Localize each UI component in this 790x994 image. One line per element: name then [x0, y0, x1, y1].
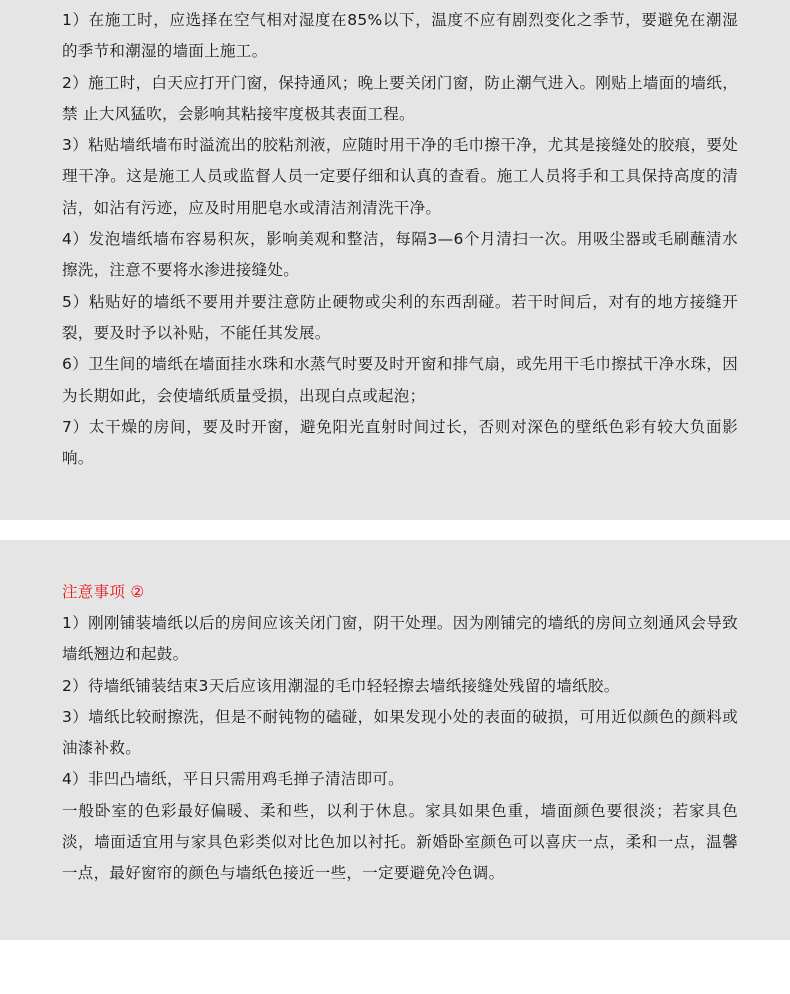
note-paragraph-2: 2）施工时，白天应打开门窗，保持通风；晚上要关闭门窗，防止潮气进入。刚贴上墙面的墙纸，禁 止大风猛吹，会影响其粘接牢度极其表面工程。 [62, 73, 738, 123]
precautions-heading: 注意事项 ② [62, 583, 145, 601]
precaution-paragraph-1: 1）刚刚铺装墙纸以后的房间应该关闭门窗，阴干处理。因为刚铺完的墙纸的房间立刻通风会导致墙纸翘边和起鼓。 [62, 614, 738, 664]
note-paragraph-3: 3）粘贴墙纸墙布时溢流出的胶粘剂液，应随时用干净的毛巾擦干净，尤其是接缝处的胶痕，要处理干净。这是施工人员或监督人员一定要仔细和认真的查看。施工人员将手和工具保持高度的清洁，如沾有污迹，应及时用肥皂水或清洁剂清洗干净。 [62, 136, 738, 217]
note-paragraph-4: 4）发泡墙纸墙布容易积灰，影响美观和整洁，每隔3—6个月清扫一次。用吸尘器或毛刷蘸清水擦洗，注意不要将水渗进接缝处。 [62, 230, 738, 280]
section-divider [0, 520, 790, 540]
bedroom-color-advice: 一般卧室的色彩最好偏暖、柔和些，以利于休息。家具如果色重，墙面颜色要很淡；若家具色淡，墙面适宜用与家具色彩类似对比色加以衬托。新婚卧室颜色可以喜庆一点，柔和一点，温馨一点，最好窗帘的颜色与墙纸色接近一些，一定要避免冷色调。 [62, 801, 738, 883]
precaution-paragraph-3: 3）墙纸比较耐擦洗，但是不耐钝物的磕碰，如果发现小处的表面的破损，可用近似颜色的颜料或油漆补救。 [62, 707, 738, 758]
bottom-margin [0, 940, 790, 994]
note-paragraph-7: 7）太干燥的房间，要及时开窗，避免阳光直射时间过长，否则对深色的壁纸色彩有较大负面影响。 [62, 417, 738, 468]
precaution-paragraph-2: 2）待墙纸铺装结束3天后应该用潮湿的毛巾轻轻擦去墙纸接缝处残留的墙纸胶。 [62, 676, 620, 695]
precaution-paragraph-4: 4）非凹凸墙纸，平日只需用鸡毛掸子清洁即可。 [62, 770, 404, 789]
precautions-panel [0, 540, 790, 940]
note-paragraph-1: 1）在施工时，应选择在空气相对湿度在85%以下，温度不应有剧烈变化之季节，要避免在潮湿的季节和潮湿的墙面上施工。 [62, 11, 738, 61]
note-paragraph-5: 5）粘贴好的墙纸不要用并要注意防止硬物或尖利的东西刮碰。若干时间后，对有的地方接缝开裂，要及时予以补贴，不能任其发展。 [62, 292, 738, 342]
note-paragraph-6: 6）卫生间的墙纸在墙面挂水珠和水蒸气时要及时开窗和排气扇，或先用干毛巾擦拭干净水珠，因为长期如此，会使墙纸质量受损，出现白点或起泡； [62, 355, 738, 405]
